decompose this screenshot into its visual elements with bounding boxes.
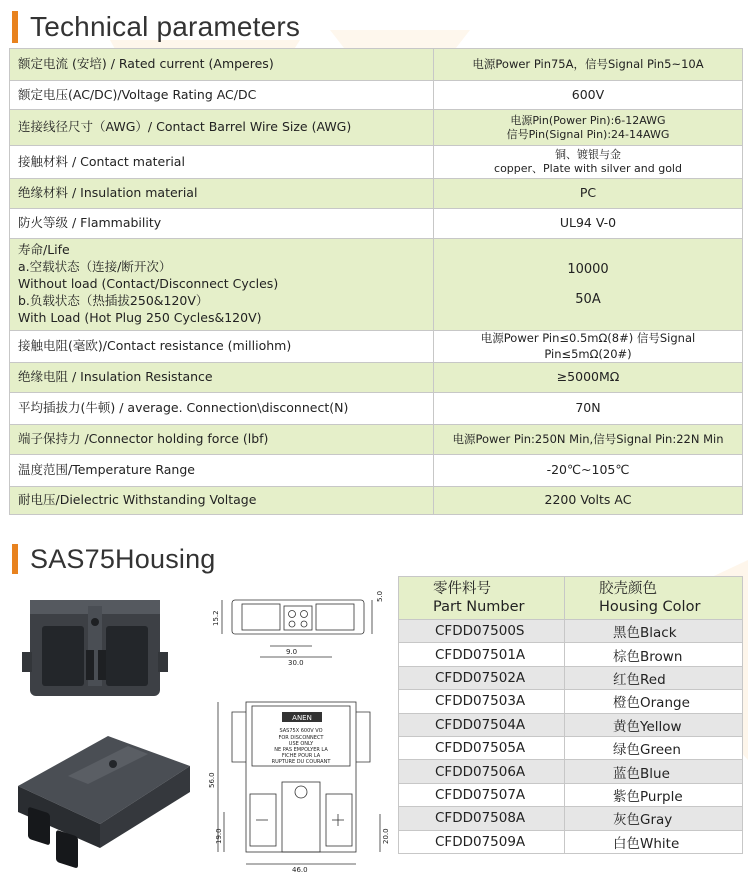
- dimension-label: 20.0: [382, 828, 390, 844]
- housing-color: 黄色Yellow: [565, 713, 743, 736]
- part-number: CFDD07501A: [399, 643, 565, 666]
- param-label-line: 寿命/Life: [18, 242, 70, 258]
- section-accent-bar: [12, 11, 18, 43]
- dimension-label: 46.0: [292, 866, 308, 874]
- param-label-line: b.负载状态（热插拔250&120V）: [18, 292, 209, 308]
- technical-parameters-table: [9, 48, 743, 515]
- param-row: [10, 425, 743, 455]
- housing-color: 绿色Green: [565, 736, 743, 759]
- dimension-label: 30.0: [288, 659, 304, 667]
- part-row: [399, 643, 743, 666]
- param-label: 接触电阻(毫欧)/Contact resistance (milliohm): [10, 331, 434, 363]
- param-value-line: 70N: [575, 400, 601, 416]
- param-label: 温度范围/Temperature Range: [10, 455, 434, 487]
- param-row: [10, 393, 743, 425]
- param-value: [434, 49, 743, 81]
- part-number: CFDD07508A: [399, 807, 565, 830]
- param-value-line: copper、Plate with silver and gold: [494, 162, 682, 175]
- param-row: [10, 110, 743, 146]
- section-accent-bar: [12, 544, 18, 574]
- drawing-brand: ANEN: [292, 714, 312, 722]
- param-label: 连接线径尺寸（AWG）/ Contact Barrel Wire Size (AWG): [10, 110, 434, 146]
- param-value-line: UL94 V-0: [559, 215, 617, 231]
- param-value-line: PC: [579, 185, 597, 201]
- param-label: 绝缘材料 / Insulation material: [10, 179, 434, 209]
- drawing-label-line: FOR DISCONNECT: [278, 735, 324, 741]
- part-number-header: 零件料号 Part Number: [399, 577, 565, 620]
- part-number: CFDD07504A: [399, 713, 565, 736]
- param-value-line: 50A: [575, 291, 601, 307]
- section-header-housing: [0, 540, 216, 578]
- dimension-label: 9.0: [286, 648, 298, 656]
- housing-color: 黑色Black: [565, 620, 743, 643]
- drawing-label-line: SAS75X 600V VO: [279, 728, 323, 734]
- param-value: [434, 110, 743, 146]
- part-number: CFDD07506A: [399, 760, 565, 783]
- param-label: 额定电压(AC/DC)/Voltage Rating AC/DC: [10, 81, 434, 110]
- part-table-header: [399, 577, 743, 620]
- housing-color: 红色Red: [565, 666, 743, 689]
- param-label: 防火等级 / Flammability: [10, 209, 434, 239]
- param-value: [434, 455, 743, 487]
- param-value-line: 10000: [567, 261, 609, 277]
- param-row: [10, 179, 743, 209]
- part-number: CFDD07503A: [399, 690, 565, 713]
- housing-color-header: 胶壳颜色 Housing Color: [565, 577, 743, 620]
- param-value: [434, 331, 743, 363]
- dimension-label: 5.0: [376, 590, 384, 602]
- part-row: [399, 713, 743, 736]
- param-label: 耐电压/Dielectric Withstanding Voltage: [10, 487, 434, 515]
- param-value-line: 2200 Volts AC: [544, 492, 632, 508]
- part-row: [399, 666, 743, 689]
- param-label-line: With Load (Hot Plug 250 Cycles&120V): [18, 309, 262, 325]
- param-label: 绝缘电阻 / Insulation Resistance: [10, 363, 434, 393]
- param-value: [434, 393, 743, 425]
- param-value-line: 电源Pin(Power Pin):6-12AWG: [510, 113, 666, 127]
- part-number: CFDD07507A: [399, 783, 565, 806]
- param-value-line: 电源Power Pin:250N Min,信号Signal Pin:22N Min: [452, 431, 724, 446]
- param-value: [434, 239, 743, 331]
- param-value-line: 电源Power Pin75A，信号Signal Pin5~10A: [472, 56, 704, 71]
- part-number: CFDD07500S: [399, 620, 565, 643]
- param-value: [434, 81, 743, 110]
- part-row: [399, 690, 743, 713]
- drawing-label-line: USE ONLY: [288, 741, 314, 747]
- section-header-technical-parameters: [0, 8, 300, 46]
- housing-color: 棕色Brown: [565, 643, 743, 666]
- housing-color: 紫色Purple: [565, 783, 743, 806]
- drawing-label-line: NE PAS EMPOLYER LA: [274, 747, 328, 753]
- drawing-label-line: RUPTURE DU COURANT: [271, 759, 331, 765]
- housing-color: 蓝色Blue: [565, 760, 743, 783]
- part-row: [399, 807, 743, 830]
- param-label: [10, 239, 434, 331]
- param-row: [10, 209, 743, 239]
- param-value-line: 600V: [571, 86, 605, 102]
- param-row: [10, 49, 743, 81]
- param-label: 额定电流 (安培) / Rated current (Amperes): [10, 49, 434, 81]
- param-value-line: 铜、镀银与金: [555, 148, 621, 162]
- part-row: [399, 620, 743, 643]
- param-row: [10, 455, 743, 487]
- housing-photo-angled: [8, 716, 198, 856]
- part-number: CFDD07509A: [399, 830, 565, 853]
- drawing-label-line: FICHE POUR LA: [281, 753, 321, 759]
- housing-technical-drawing: [208, 582, 392, 874]
- param-row: [10, 487, 743, 515]
- part-number: CFDD07502A: [399, 666, 565, 689]
- param-value-line: 信号Pin(Signal Pin):24-14AWG: [506, 127, 670, 141]
- param-label-line: a.空载状态（连接/断开次）: [18, 259, 172, 275]
- param-label: 接触材料 / Contact material: [10, 146, 434, 179]
- part-row: [399, 760, 743, 783]
- part-row: [399, 830, 743, 853]
- param-value: [434, 146, 743, 179]
- dimension-label: 19.0: [215, 828, 223, 844]
- param-value: [434, 425, 743, 455]
- param-row: [10, 363, 743, 393]
- param-label: 平均插拔力(牛顿) / average. Connection\disconnect(N): [10, 393, 434, 425]
- param-value-line: 电源Power Pin≤0.5mΩ(8#) 信号Signal Pin≤5mΩ(20#): [480, 331, 696, 361]
- param-label-line: Without load (Contact/Disconnect Cycles): [18, 276, 279, 292]
- part-number: CFDD07505A: [399, 736, 565, 759]
- dimension-label: 56.0: [208, 772, 216, 788]
- housing-color: 灰色Gray: [565, 807, 743, 830]
- param-row: [10, 239, 743, 331]
- param-value: [434, 179, 743, 209]
- param-row: [10, 331, 743, 363]
- housing-color: 白色White: [565, 830, 743, 853]
- housing-photo-front: [22, 592, 172, 704]
- section-title: Technical parameters: [30, 11, 301, 42]
- param-value: [434, 363, 743, 393]
- param-row: [10, 146, 743, 179]
- param-row: [10, 81, 743, 110]
- param-value-line: -20℃~105℃: [546, 462, 630, 478]
- part-row: [399, 783, 743, 806]
- param-value: [434, 209, 743, 239]
- part-number-table: [398, 576, 743, 854]
- param-value-line: ≥5000MΩ: [556, 369, 620, 385]
- param-value: [434, 487, 743, 515]
- section-title: SAS75Housing: [30, 543, 216, 574]
- part-row: [399, 736, 743, 759]
- dimension-label: 15.2: [212, 610, 220, 626]
- housing-color: 橙色Orange: [565, 690, 743, 713]
- param-label: 端子保持力 /Connector holding force (lbf): [10, 425, 434, 455]
